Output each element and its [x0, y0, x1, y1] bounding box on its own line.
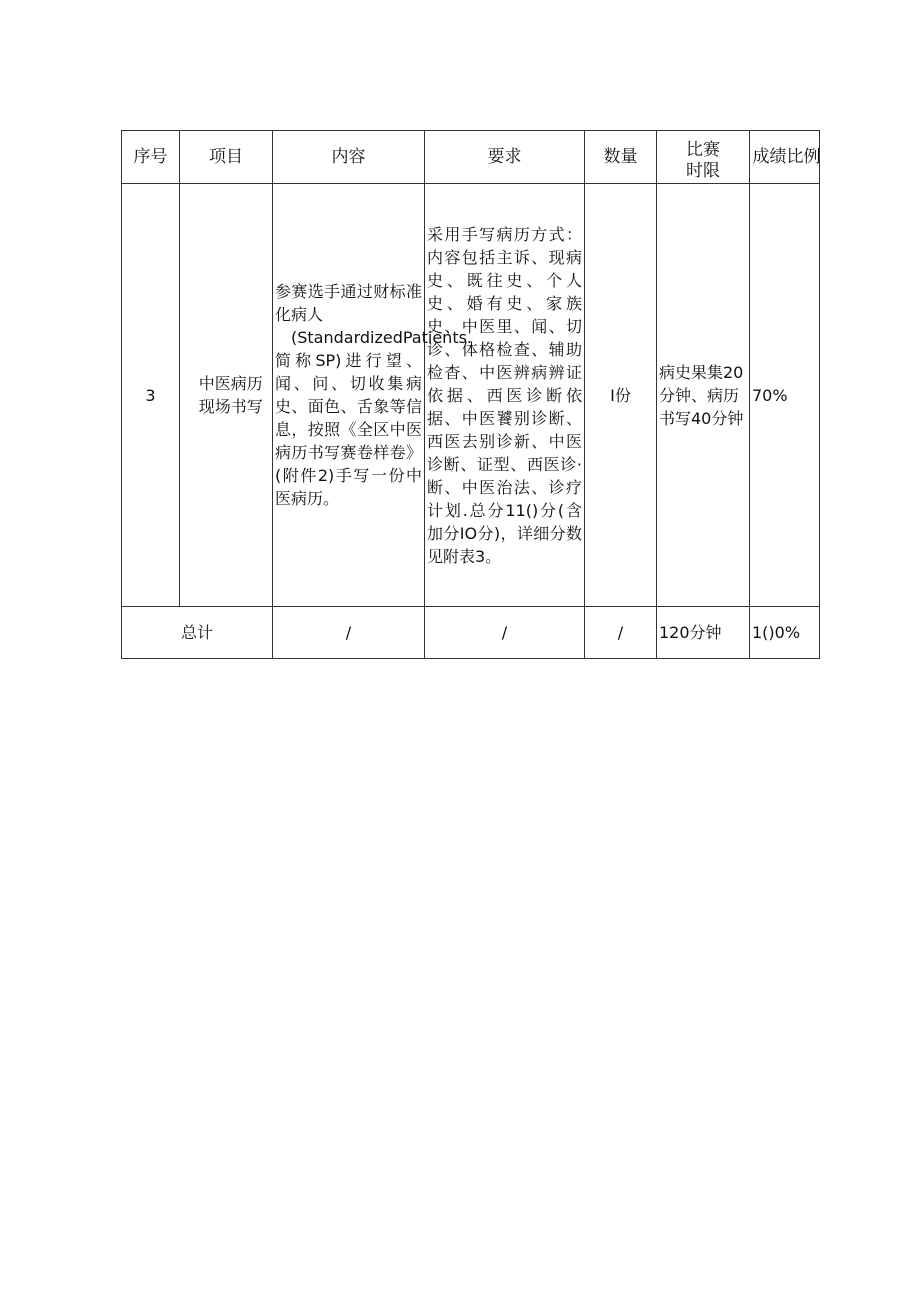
- row-ratio: [750, 184, 820, 607]
- header-ratio: [750, 131, 820, 184]
- total-row: [122, 607, 820, 659]
- row-content-part1: 参赛选手通过财标准化病人: [275, 282, 422, 324]
- header-content: 内容: [273, 131, 425, 184]
- total-time-limit-text: 120分钟: [659, 623, 722, 642]
- total-label: 总计: [122, 607, 273, 659]
- total-content: /: [273, 607, 425, 659]
- total-time-limit: [657, 607, 750, 659]
- row-quantity: I份: [585, 184, 657, 607]
- table-row: [122, 184, 820, 607]
- header-row: [122, 131, 820, 184]
- header-time-limit-text: 比赛时限: [685, 140, 720, 181]
- header-project: 项目: [180, 131, 273, 184]
- row-time-limit-text: 病史果集20分钟、病历书写40分钟: [659, 362, 744, 428]
- header-requirement: 要求: [425, 131, 585, 184]
- header-ratio-text: 成绩比例: [752, 146, 821, 167]
- total-ratio: [750, 607, 820, 659]
- header-time-limit: [657, 131, 750, 184]
- row-index: 3: [122, 184, 180, 607]
- row-time-limit: [657, 184, 750, 607]
- header-index: 序号: [122, 131, 180, 184]
- competition-table: [121, 130, 820, 659]
- row-requirement: [425, 184, 585, 607]
- row-project: [180, 184, 273, 607]
- row-requirement-text: 采用手写病历方式：内容包括主诉、现病史、既往史、个人史、婚有史、家族史、中医里、闻、切诊、体格检查、辅助检杳、中医辨病辨证依据、西医诊断依据、中医饕别诊断、西医去别诊新、中医诊断、证型、西医诊·断、中医治法、诊疗计划.总分11()分(含加分IO分)，详细分数见附表3。: [427, 224, 582, 566]
- total-ratio-text: 1()0%: [752, 623, 801, 642]
- row-project-text: 中医病历现场书写: [198, 374, 263, 416]
- row-content-part2: (StandardizedPatients.简称SP)进行望、闻、问、切收集病史、面色、舌象等信息，按照《全区中医病历书写赛卷样卷》(附件2)手写一份中医病历。: [275, 328, 473, 508]
- row-content: [273, 184, 473, 607]
- header-quantity: 数量: [585, 131, 657, 184]
- row-ratio-text: 70%: [752, 385, 788, 405]
- total-requirement: /: [425, 607, 585, 659]
- total-quantity: /: [585, 607, 657, 659]
